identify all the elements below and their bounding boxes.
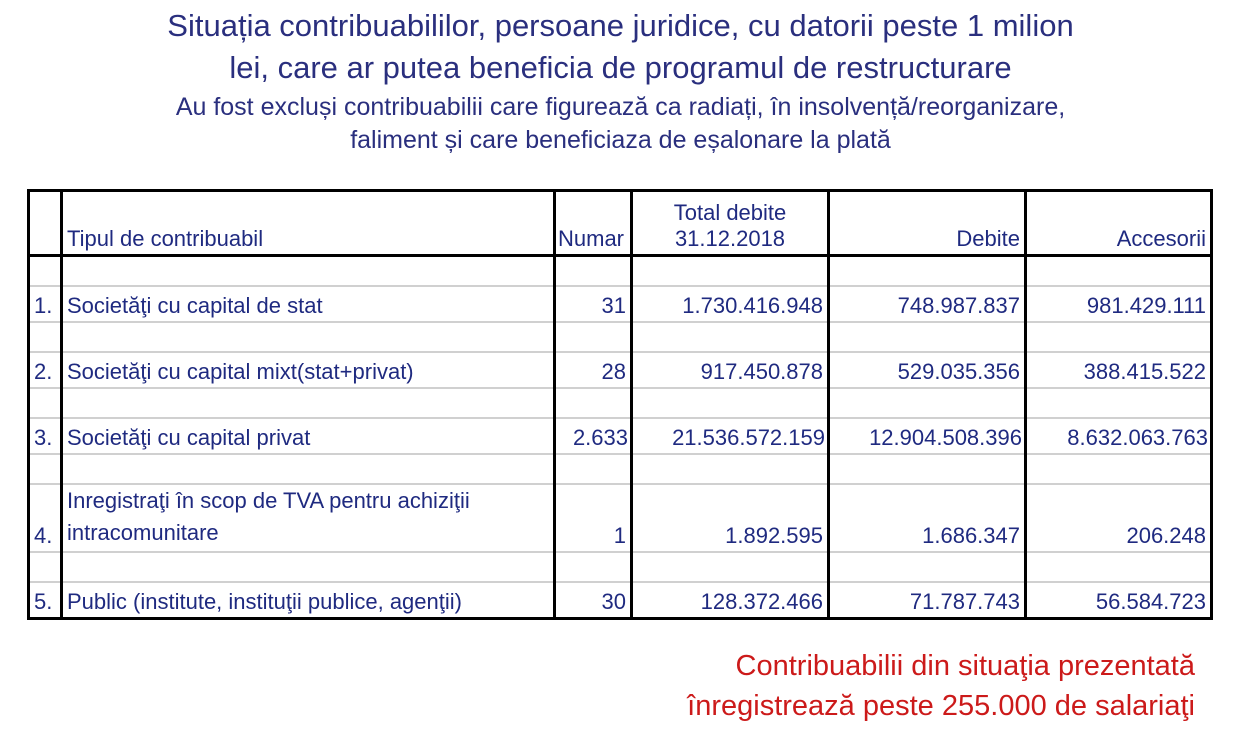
table-row	[29, 286, 1212, 322]
row-accessories: 206.248	[1026, 484, 1212, 552]
row-index: 1.	[29, 286, 62, 322]
table-row	[29, 352, 1212, 388]
debtors-table	[27, 189, 1213, 620]
spacer-row	[29, 552, 1212, 582]
row-count: 30	[555, 582, 632, 619]
row-accessories: 981.429.111	[1026, 286, 1212, 322]
row-type-line-2: intracomunitare	[67, 520, 219, 545]
employees-note-line-2: înregistrează peste 255.000 de salariaţi	[687, 690, 1195, 722]
header-type: Tipul de contribuabil	[62, 191, 555, 256]
header-index	[29, 191, 62, 256]
page-subtitle-line-1: Au fost excluși contribuabilii care figurează ca radiați, în insolvență/reorganizare,	[175, 93, 1066, 121]
spacer-row	[29, 388, 1212, 418]
header-total-line-2: 31.12.2018	[674, 226, 786, 251]
spacer-row	[29, 322, 1212, 352]
row-count: 31	[555, 286, 632, 322]
header-count: Numar	[555, 191, 632, 256]
table-header-row	[29, 191, 1212, 256]
row-index: 3.	[29, 418, 62, 454]
row-type: Societăţi cu capital privat	[62, 418, 555, 454]
row-index: 5.	[29, 582, 62, 619]
row-accessories: 8.632.063.763	[1026, 418, 1212, 454]
row-total: 1.892.595	[632, 484, 829, 552]
spacer-row	[29, 256, 1212, 287]
row-debts: 748.987.837	[829, 286, 1026, 322]
header-total-line-1: Total debite	[673, 200, 787, 225]
employees-note-line-1: Contribuabilii din situaţia prezentată	[735, 650, 1195, 682]
table-row	[29, 418, 1212, 454]
page-title-line-2: lei, care ar putea beneficia de programul de restructurare	[229, 50, 1012, 85]
header-debts: Debite	[829, 191, 1026, 256]
row-debts: 1.686.347	[829, 484, 1026, 552]
row-total: 128.372.466	[632, 582, 829, 619]
row-accessories: 56.584.723	[1026, 582, 1212, 619]
row-index: 2.	[29, 352, 62, 388]
row-count: 1	[555, 484, 632, 552]
row-type	[62, 484, 555, 552]
row-debts: 12.904.508.396	[829, 418, 1026, 454]
row-total: 21.536.572.159	[632, 418, 829, 454]
row-total: 1.730.416.948	[632, 286, 829, 322]
table-row	[29, 484, 1212, 552]
header-total	[632, 191, 829, 256]
row-type: Societăţi cu capital de stat	[62, 286, 555, 322]
row-count: 28	[555, 352, 632, 388]
row-debts: 71.787.743	[829, 582, 1026, 619]
page-title-line-1: Situația contribuabililor, persoane juridice, cu datorii peste 1 milion	[167, 8, 1074, 43]
row-type: Societăţi cu capital mixt(stat+privat)	[62, 352, 555, 388]
row-index: 4.	[29, 484, 62, 552]
spacer-row	[29, 454, 1212, 484]
row-count: 2.633	[555, 418, 632, 454]
row-type: Public (institute, instituţii publice, agenţii)	[62, 582, 555, 619]
header-accessories: Accesorii	[1026, 191, 1212, 256]
row-type-line-1: Inregistraţi în scop de TVA pentru achiziţii	[67, 488, 470, 513]
table-row	[29, 582, 1212, 619]
page-subtitle-line-2: faliment și care beneficiaza de eșalonare la plată	[350, 126, 891, 154]
row-accessories: 388.415.522	[1026, 352, 1212, 388]
row-debts: 529.035.356	[829, 352, 1026, 388]
row-total: 917.450.878	[632, 352, 829, 388]
